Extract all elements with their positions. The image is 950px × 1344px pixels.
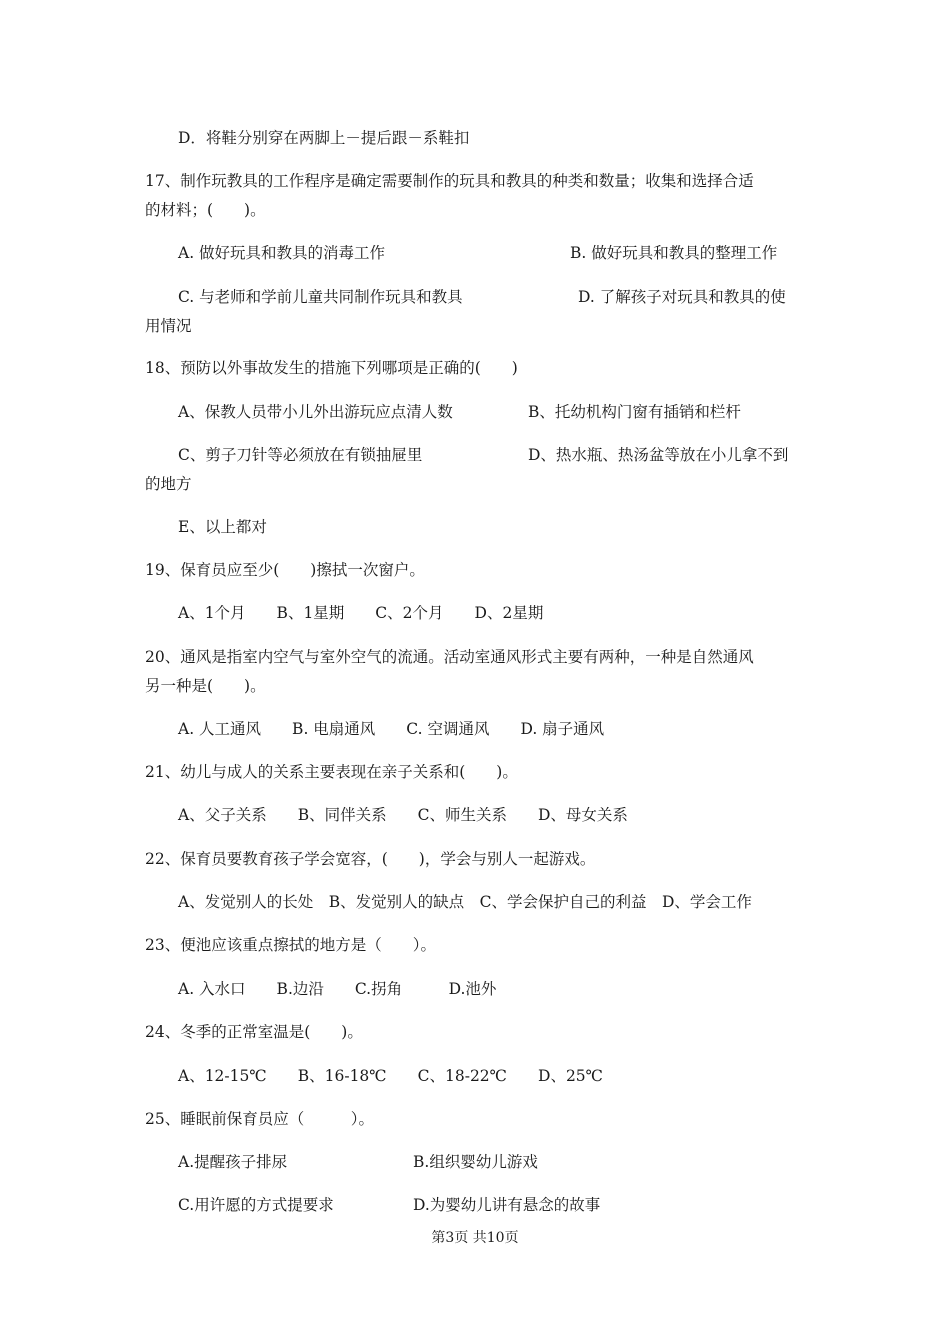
question-17-option-d-continued: 用情况 [145, 317, 192, 335]
page-footer: 第3页 共10页 [431, 1230, 519, 1246]
question-25-stem: 25、睡眠前保育员应（ ）。 [145, 1110, 374, 1128]
question-25-option-a: A.提醒孩子排尿 [178, 1153, 288, 1171]
question-25-option-c: C.用许愿的方式提要求 [178, 1196, 334, 1214]
question-25-option-b: B.组织婴幼儿游戏 [413, 1153, 538, 1171]
question-25-option-d: D.为婴幼儿讲有悬念的故事 [413, 1196, 601, 1214]
question-18-option-c: C、剪子刀针等必须放在有锁抽屉里 [178, 446, 423, 464]
question-21-stem: 21、幼儿与成人的关系主要表现在亲子关系和( )。 [145, 763, 518, 781]
question-18-option-d-continued: 的地方 [145, 475, 192, 493]
option-d-line: D．将鞋分别穿在两脚上－提后跟－系鞋扣 [178, 129, 470, 147]
question-20-options: A. 人工通风 B. 电扇通风 C. 空调通风 D. 扇子通风 [178, 720, 605, 738]
question-24-options: A、12-15℃ B、16-18℃ C、18-22℃ D、25℃ [178, 1067, 604, 1085]
question-22-options: A、发觉别人的长处 B、发觉别人的缺点 C、学会保护自己的利益 D、学会工作 [178, 893, 752, 911]
question-23-stem: 23、便池应该重点擦拭的地方是（ ）。 [145, 936, 436, 954]
question-22-stem: 22、保育员要教育孩子学会宽容，( )，学会与别人一起游戏。 [145, 850, 596, 868]
question-17-option-a: A. 做好玩具和教具的消毒工作 [178, 244, 386, 262]
question-18-option-a: A、保教人员带小儿外出游玩应点清人数 [178, 403, 453, 421]
question-18-option-d: D、热水瓶、热汤盆等放在小儿拿不到 [528, 446, 789, 464]
question-17-option-c: C. 与老师和学前儿童共同制作玩具和教具 [178, 288, 463, 306]
question-21-options: A、父子关系 B、同伴关系 C、师生关系 D、母女关系 [178, 806, 628, 824]
question-17-stem-continued: 的材料；( )。 [145, 201, 266, 219]
question-17-option-d: D. 了解孩子对玩具和教具的使 [578, 288, 786, 306]
question-17-option-b: B. 做好玩具和教具的整理工作 [570, 244, 778, 262]
question-20-stem-continued: 另一种是( )。 [145, 677, 266, 695]
question-19-options: A、1个月 B、1星期 C、2个月 D、2星期 [178, 604, 544, 622]
question-18-option-e: E、以上都对 [178, 518, 267, 536]
question-24-stem: 24、冬季的正常室温是( )。 [145, 1023, 363, 1041]
question-20-stem: 20、通风是指室内空气与室外空气的流通。活动室通风形式主要有两种，一种是自然通风 [145, 648, 754, 666]
question-17-stem: 17、制作玩教具的工作程序是确定需要制作的玩具和教具的种类和数量；收集和选择合适 [145, 172, 754, 190]
question-18-option-b: B、托幼机构门窗有插销和栏杆 [528, 403, 741, 421]
question-19-stem: 19、保育员应至少( )擦拭一次窗户。 [145, 561, 425, 579]
question-23-options: A. 入水口 B.边沿 C.拐角 D.池外 [178, 980, 497, 998]
question-18-stem: 18、预防以外事故发生的措施下列哪项是正确的( ) [145, 359, 518, 377]
